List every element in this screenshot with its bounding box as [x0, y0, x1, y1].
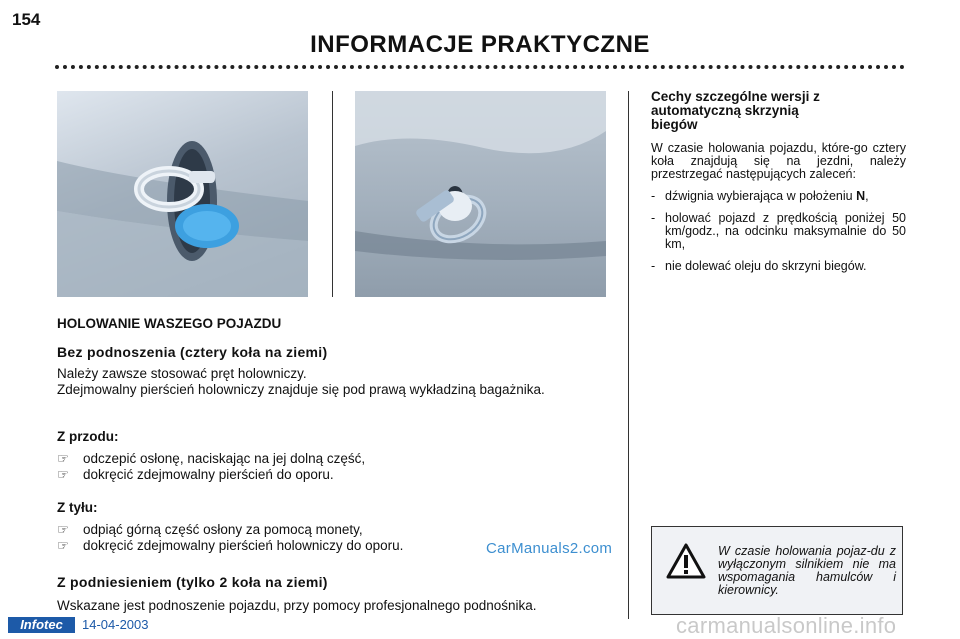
page-number: 154	[12, 10, 41, 29]
list-item	[57, 451, 365, 467]
rear-towing-eye-photo	[355, 91, 606, 297]
paragraph: Zdejmowalny pierścień holowniczy znajduje się pod prawą wykładziną bagażnika.	[57, 382, 545, 397]
dash-bullet: -	[651, 189, 656, 203]
footer-date: 14-04-2003	[82, 617, 149, 632]
infotec-badge: Infotec	[8, 617, 75, 633]
subsection-title: Z podniesieniem (tylko 2 koła na ziemi)	[57, 574, 328, 590]
watermark: CarManuals2.com	[486, 540, 613, 557]
list-item	[651, 212, 906, 251]
list-item-text: holować pojazd z prędkością poniżej 50 km/godz., na odcinku maksymalnie do 50 km,	[665, 211, 906, 251]
list-item	[57, 467, 334, 483]
rear-heading: Z tyłu:	[57, 500, 98, 515]
front-towing-eye-photo	[57, 91, 308, 297]
list-item	[651, 260, 906, 273]
list-item-text: dokręcić zdejmowalny pierścień holowniczy do oporu.	[83, 538, 404, 553]
column-separator	[332, 91, 333, 297]
heading-line: biegów	[651, 117, 698, 132]
paragraph: Należy zawsze stosować pręt holowniczy.	[57, 366, 307, 381]
paragraph: W czasie holowania pojazdu, które-go cztery koła znajdują się na jezdni, należy przestrzegać następujących zaleceń:	[651, 141, 906, 181]
pointing-hand-icon: ☞	[57, 451, 70, 466]
subsection-title: Bez podnoszenia (cztery koła na ziemi)	[57, 344, 328, 360]
site-watermark: carmanualsonline.info	[676, 613, 897, 638]
front-heading: Z przodu:	[57, 429, 119, 444]
gear-position: N	[856, 189, 866, 203]
warning-triangle-icon	[666, 543, 706, 579]
right-column	[651, 90, 906, 273]
list-item	[57, 538, 403, 554]
list-item-text: odpiąć górną część osłony za pomocą monety,	[83, 522, 363, 537]
list-item	[651, 190, 906, 203]
automatic-gearbox-heading	[651, 90, 906, 132]
page-title: INFORMACJE PRAKTYCZNE	[310, 31, 650, 58]
warning-box	[651, 526, 903, 615]
list-item-text: nie dolewać oleju do skrzyni biegów.	[665, 259, 867, 273]
heading-line: automatyczną skrzynią	[651, 103, 799, 118]
warning-text: W czasie holowania pojaz-du z wyłączonym silnikiem nie ma wspomagania hamulców i kierownicy.	[718, 544, 896, 597]
dash-bullet: -	[651, 211, 656, 225]
column-separator	[628, 91, 629, 619]
list-item-text: dźwignia wybierająca w położeniu	[665, 189, 857, 203]
paragraph: Wskazane jest podnoszenie pojazdu, przy pomocy profesjonalnego podnośnika.	[57, 598, 537, 613]
pointing-hand-icon: ☞	[57, 467, 70, 482]
list-item-tail: ,	[865, 189, 869, 203]
list-item-text: odczepić osłonę, naciskając na jej dolną część,	[83, 451, 366, 466]
pointing-hand-icon: ☞	[57, 538, 70, 553]
pointing-hand-icon: ☞	[57, 522, 70, 537]
section-title: HOLOWANIE WASZEGO POJAZDU	[57, 316, 282, 331]
list-item	[57, 522, 363, 538]
list-item-text: dokręcić zdejmowalny pierścień do oporu.	[83, 467, 334, 482]
heading-line: Cechy szczególne wersji z	[651, 89, 820, 104]
dash-bullet: -	[651, 259, 656, 273]
dotted-divider	[55, 65, 905, 69]
